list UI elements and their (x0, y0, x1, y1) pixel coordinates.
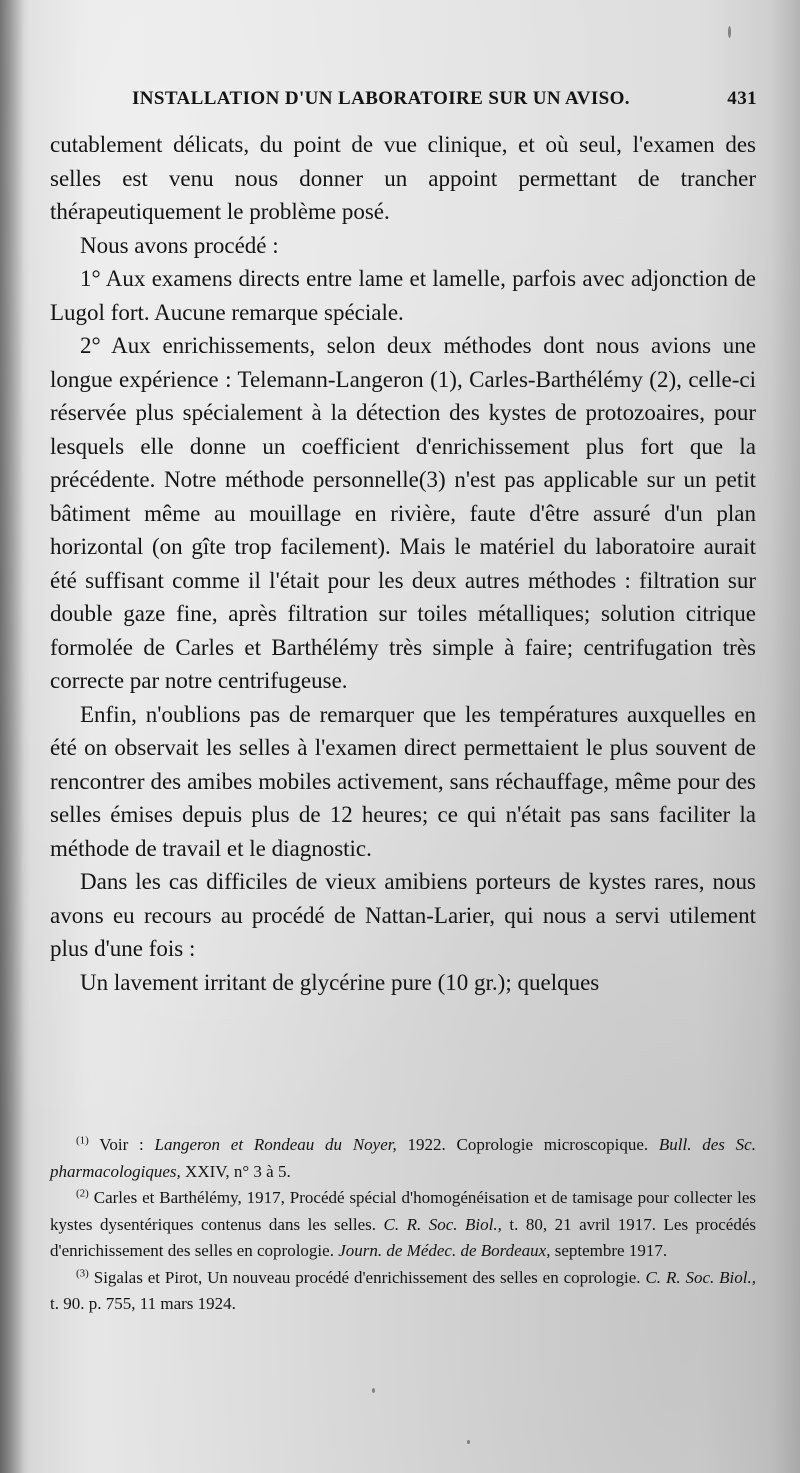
footnote-text: t. 80, 21 avril 1917. Les procédés d'enrichissement des selles en coprologie. (50, 1214, 756, 1260)
paragraph-procedure-intro: Nous avons procédé : (80, 232, 279, 258)
paragraph-enema: Un lavement irritant de glycérine pure (10 gr.); quelques (80, 969, 600, 995)
footnote-journal: C. R. Soc. Biol., (383, 1214, 510, 1234)
footnote-marker: (1) (76, 1134, 89, 1147)
footnote-text: Carles et Barthélémy, 1917, Procédé spécial d'homogénéisation et de tamisage pour collecter les kystes dysentériques contenus dans les selles. (50, 1188, 757, 1234)
footnote-authors: Langeron et Rondeau du Noyer, (154, 1135, 408, 1154)
footnote-text: 1922. Coprologie microscopique. (407, 1135, 659, 1154)
footnote-2 (50, 1185, 756, 1265)
footnote-text: t. 90. p. 755, 11 mars 1924. (50, 1294, 236, 1313)
footnote-marker: (2) (76, 1187, 89, 1200)
footnote-3 (50, 1265, 756, 1318)
main-text (50, 128, 756, 999)
ink-speck (467, 1440, 470, 1444)
footnote-text: XXIV, n° 3 à 5. (185, 1161, 291, 1181)
paragraph-continuation: cutablement délicats, du point de vue clinique, et où seul, l'examen des selles est venu nous donner un appoint permettant de trancher thérapeutiquement le problème posé. (50, 132, 756, 224)
footnote-journal: C. R. Soc. Biol., (645, 1267, 757, 1287)
paragraph-difficult-cases: Dans les cas difficiles de vieux amibiens porteurs de kystes rares, nous avons eu recours au procédé de Nattan-Larier, qui nous a servi utilement plus d'une fois : (50, 869, 756, 961)
footnotes (50, 1132, 756, 1318)
footnote-marker: (3) (76, 1266, 89, 1279)
footnote-1 (50, 1132, 756, 1185)
footnote-text: Sigalas et Pirot, Un nouveau procédé d'enrichissement des selles en coprologie. (93, 1267, 646, 1287)
ink-speck (372, 1388, 375, 1393)
paragraph-enrichment-methods: 2° Aux enrichissements, selon deux méthodes dont nous avions une longue expérience : Telemann-Langeron (1), Carles-Barthélémy (2), celle-ci réservée plus spécialement à la détection des kystes de protozoaires, pour lesquels elle donne un coefficient d'enrichissement plus fort que la précédente. Notre méthode personnelle(3) n'est pas applicable sur un petit bâtiment même au mouillage en rivière, faute d'être assuré d'un plan horizontal (on gîte trop facilement). Mais le matériel du laboratoire aurait été suffisant comme il l'était pour les deux autres méthodes : filtration sur double gaze fine, après filtration sur toiles métalliques; solution citrique formolée de Carles et Barthélémy très simple à faire; centrifugation très correcte par notre centrifugeuse. (50, 333, 756, 693)
footnote-lead: Voir : (99, 1135, 155, 1154)
paragraph-temperatures: Enfin, n'oublions pas de remarquer que les températures auxquelles en été on observait les selles à l'examen direct permettaient le plus souvent de rencontrer des amibes mobiles activement, sans réchauffage, même pour des selles émises depuis plus de 12 heures; ce qui n'était pas sans faciliter la méthode de travail et le diagnostic. (50, 701, 756, 861)
page-number: 431 (727, 88, 757, 109)
footnote-text: septembre 1917. (554, 1241, 668, 1260)
page-edge-shadow (0, 0, 24, 1473)
footnote-journal: Bull. des Sc. pharmacologiques, (50, 1135, 756, 1181)
running-title: INSTALLATION D'UN LABORATOIRE SUR UN AVISO. (132, 88, 630, 109)
ink-speck (728, 26, 731, 38)
running-header (132, 88, 757, 110)
footnote-journal: Journ. de Médec. de Bordeaux, (338, 1241, 555, 1260)
paragraph-direct-examination: 1° Aux examens directs entre lame et lamelle, parfois avec adjonction de Lugol fort. Aucune remarque spéciale. (50, 266, 756, 325)
